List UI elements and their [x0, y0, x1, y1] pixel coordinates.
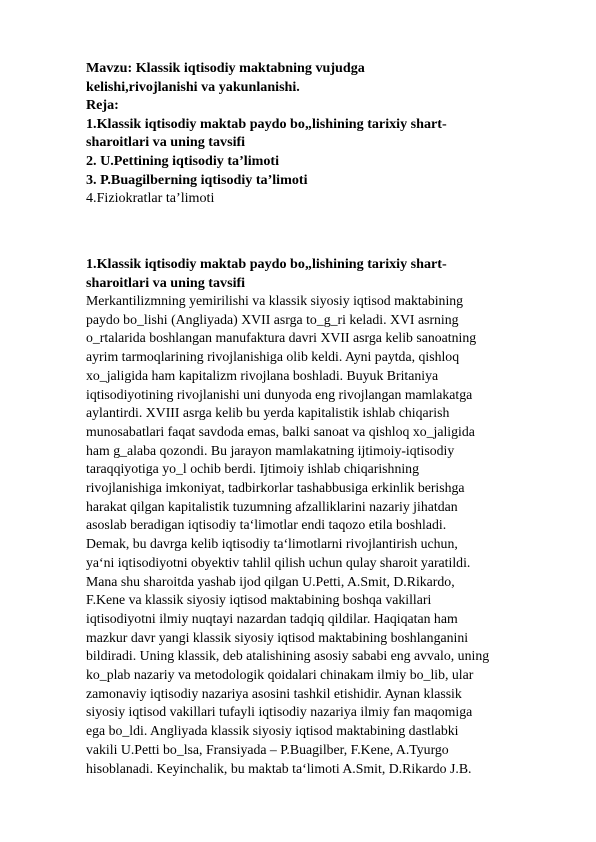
body-line: mazkur davr yangi klassik siyosiy iqtisod maktabining boshlanganini	[86, 629, 469, 645]
body-line: F.Kene va klassik siyosiy iqtisod maktabining boshqa vakillari	[86, 592, 432, 608]
topic-line: kelishi,rivojlanishi va yakunlanishi.	[86, 78, 300, 95]
body-line: harakat qilgan kapitalistik tuzumning afzalliklarini nazariy jihatdan	[86, 498, 458, 514]
body-line: ayrim tarmoqlarining rivojlanishiga olib keldi. Ayni paytda, qishloq	[86, 349, 460, 365]
body-line: iqtisodiyotni ilmiy nuqtayi nazardan tadqiq qildilar. Haqiqatan ham	[86, 610, 458, 626]
body-line: Demak, bu davrga kelib iqtisodiy ta‘limotlarni rivojlantirish uchun,	[86, 536, 458, 552]
section-body	[86, 292, 556, 778]
plan-item: 4.Fiziokratlar ta’limoti	[86, 190, 215, 207]
body-line: munosabatlari faqat savdoda emas, balki sanoat va qishloq xo_jaligida	[86, 423, 475, 439]
plan-item: 2. U.Pettining iqtisodiy ta’limoti	[86, 152, 280, 169]
body-line: ega bo_ldi. Angliyada klassik siyosiy iqtisod maktabining dastlabki	[86, 723, 459, 739]
body-line: aylantirdi. XVIII asrga kelib bu yerda kapitalistik ishlab chiqarish	[86, 405, 450, 421]
plan-item: sharoitlari va uning tavsifi	[86, 134, 246, 151]
body-line: rivojlanishiga imkoniyat, tadbirkorlar tashabbusiga erkinlik berishga	[86, 480, 465, 496]
plan-item: 3. P.Buagilberning iqtisodiy ta’limoti	[86, 171, 308, 188]
body-line: ko_plab nazariy va metodologik qoidalari chinakam ilmiy bo_lib, ular	[86, 667, 474, 683]
body-line: Merkantilizmning yemirilishi va klassik siyosiy iqtisod maktabining	[86, 293, 464, 308]
plan-label: Reja:	[86, 97, 119, 114]
body-line: paydo bo_lishi (Angliyada) XVII asrga to_g_ri keladi. XVI asrning	[86, 311, 459, 327]
body-line: zamonaviy iqtisodiy nazariya asosini tashkil etishidir. Aynan klassik	[86, 685, 462, 701]
plan-item: 1.Klassik iqtisodiy maktab paydo bo„lishining tarixiy shart-	[86, 115, 447, 132]
body-line: bildiradi. Uning klassik, deb atalishining asosiy sababi eng avvalo, uning	[86, 648, 490, 664]
body-line: ham g_alaba qozondi. Bu jarayon mamlakatning ijtimoiy-iqtisodiy	[86, 442, 455, 458]
topic-line: Mavzu: Klassik iqtisodiy maktabning vujudga	[86, 60, 365, 76]
section-heading-line: 1.Klassik iqtisodiy maktab paydo bo„lishining tarixiy shart-	[86, 256, 447, 272]
body-line: asoslab beradigan iqtisodiy ta‘limotlar endi taqozo etila boshladi.	[86, 517, 447, 533]
section-heading	[86, 255, 556, 292]
body-line: iqtisodiyotining rivojlanishi uni dunyoda eng rivojlangan mamlakatga	[86, 386, 473, 402]
body-line: xo_jaligida ham kapitalizm rivojlana boshladi. Buyuk Britaniya	[86, 367, 439, 383]
section-heading-line: sharoitlari va uning tavsifi	[86, 274, 246, 291]
body-line: Mana shu sharoitda yashab ijod qilgan U.Petti, A.Smit, D.Rikardo,	[86, 573, 455, 589]
body-line: taraqqiyotiga yo_l ochib berdi. Ijtimoiy ishlab chiqarishning	[86, 461, 419, 477]
document-header	[86, 59, 556, 208]
body-line: siyosiy iqtisod vakillari tufayli iqtisodiy nazariya ilmiy fan maqomiga	[86, 704, 473, 720]
body-line: hisoblanadi. Keyinchalik, bu maktab ta‘limoti A.Smit, D.Rikardo J.B.	[86, 760, 472, 776]
body-line: ya‘ni iqtisodiyotni obyektiv tahlil qilish uchun qulay sharoit yaratildi.	[86, 554, 471, 570]
body-line: vakili U.Petti bo_lsa, Fransiyada – P.Buagilber, F.Kene, A.Tyurgo	[86, 741, 449, 757]
body-line: o_rtalarida boshlangan manufaktura davri XVII asrga kelib sanoatning	[86, 330, 477, 346]
